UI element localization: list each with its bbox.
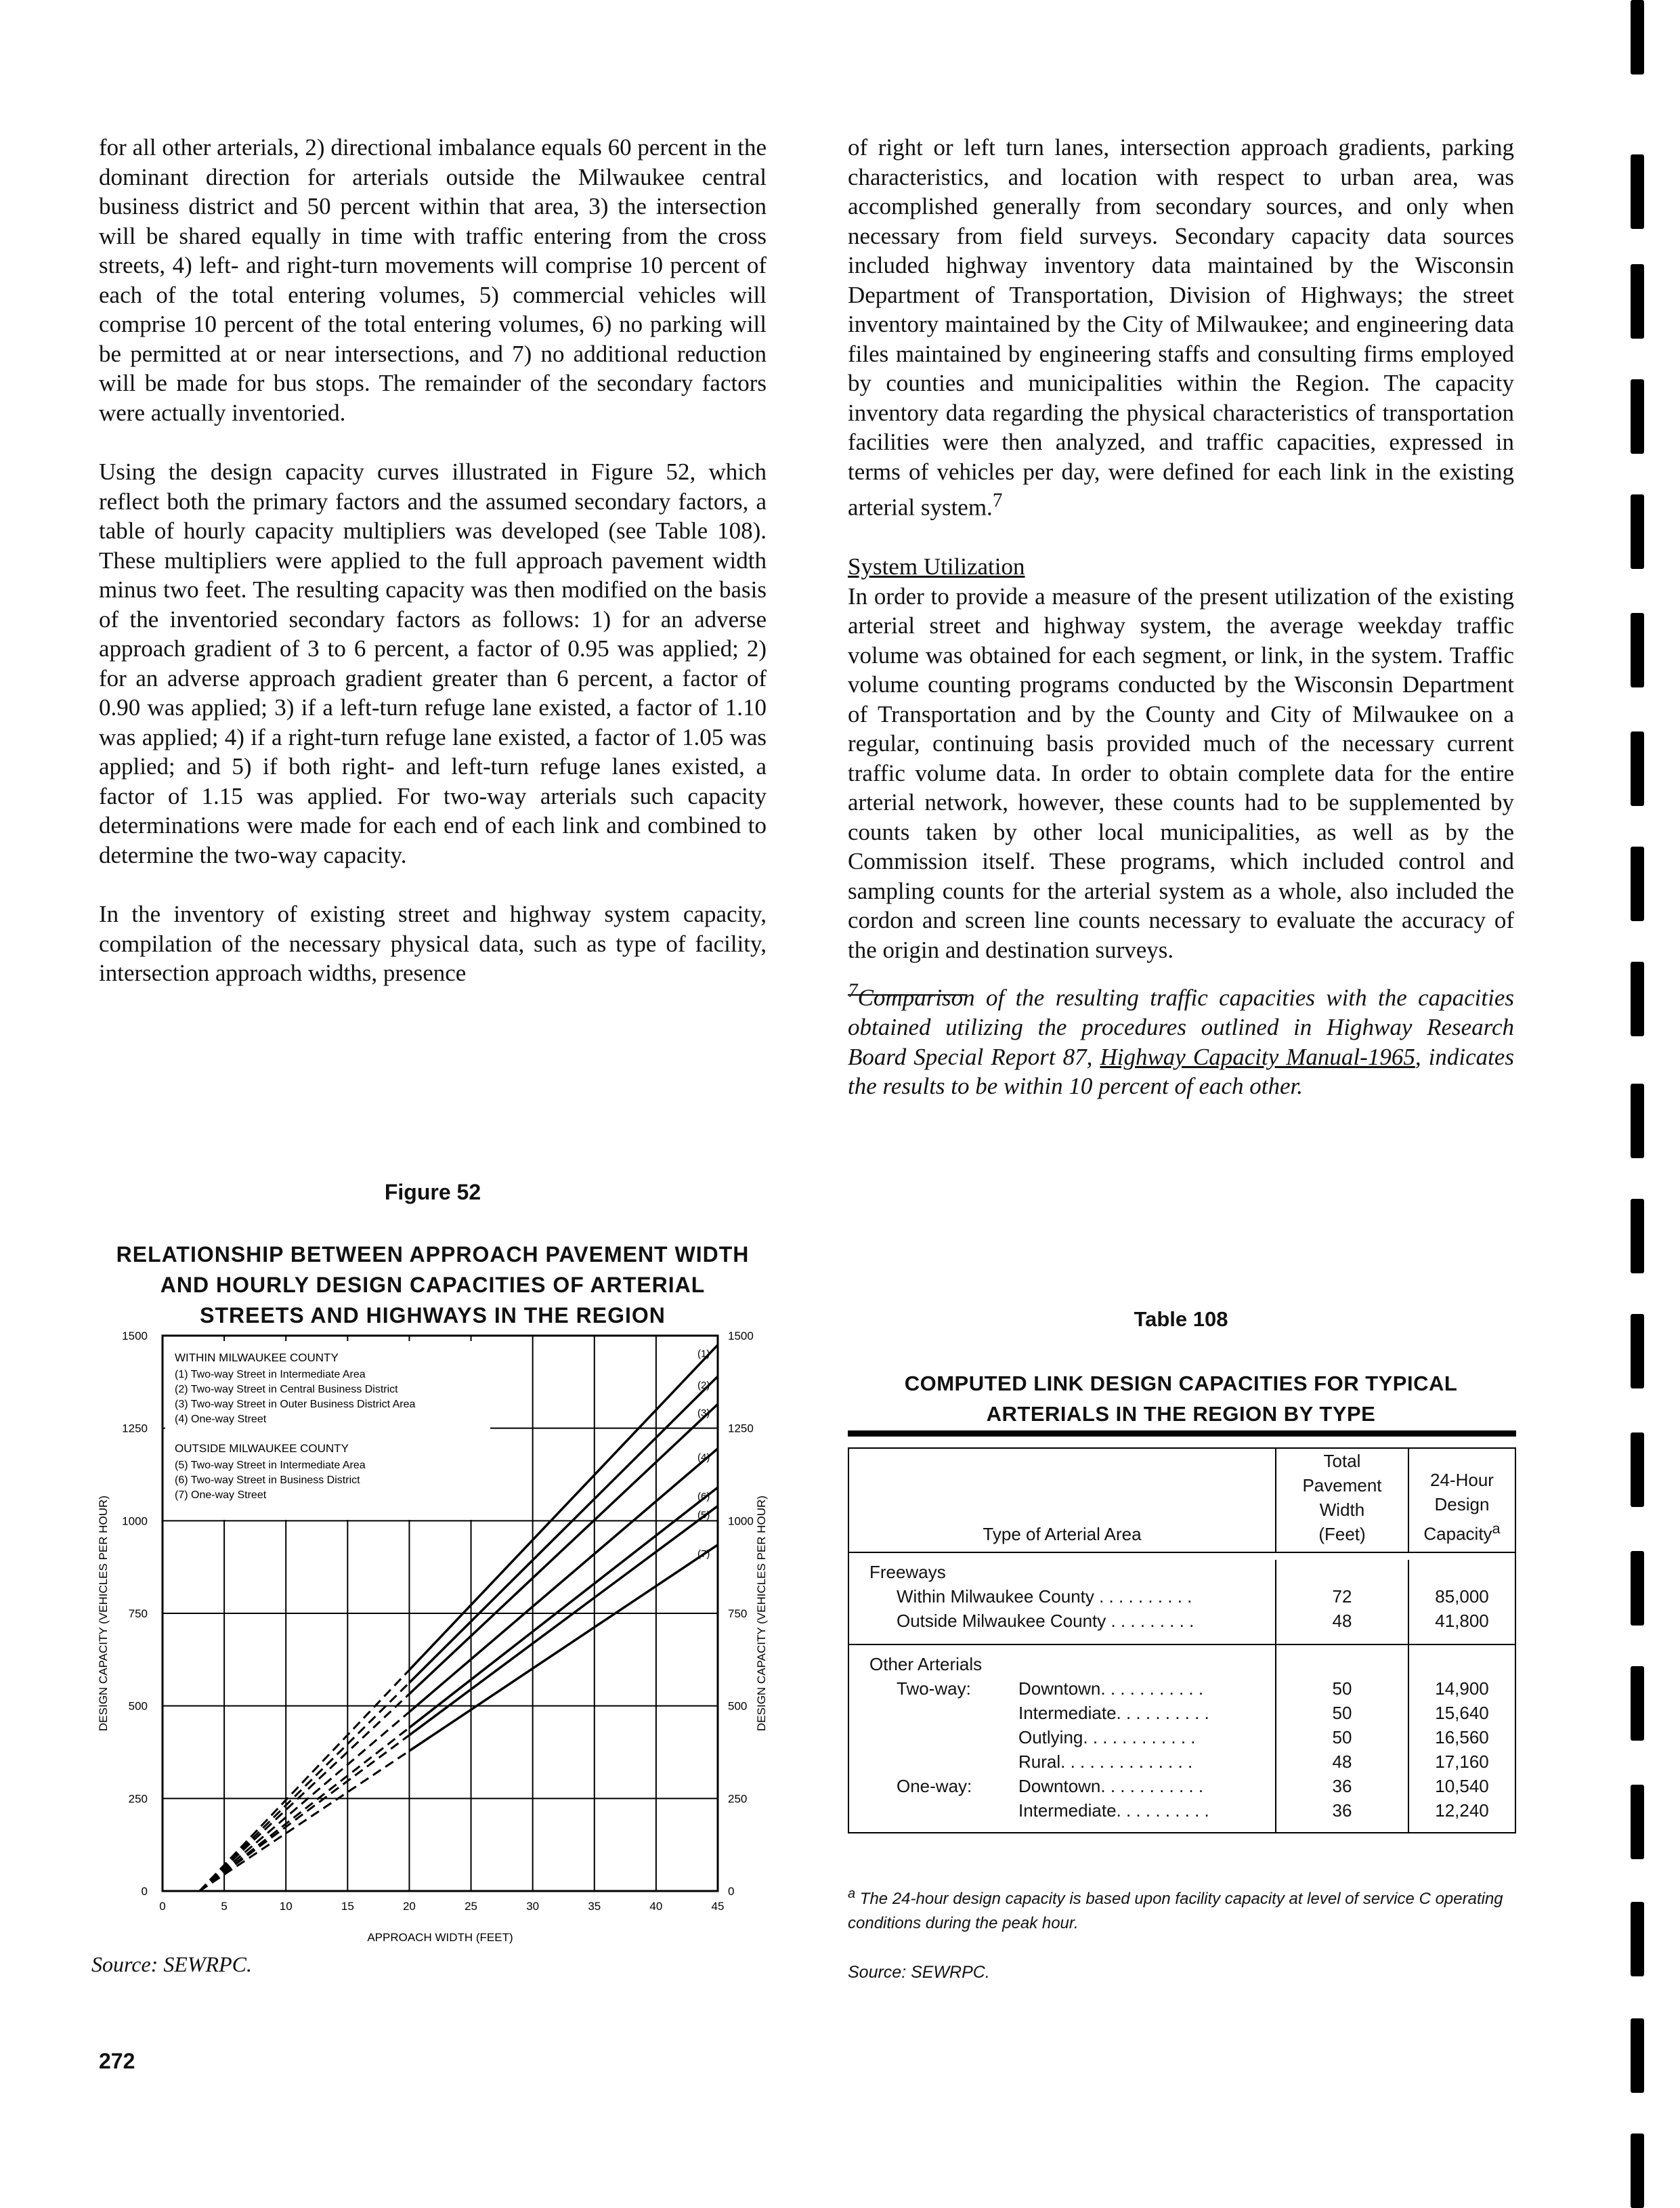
x-tick-label: 25 — [465, 1900, 478, 1913]
right-text-column — [848, 133, 1514, 1101]
registration-mark — [1631, 2133, 1644, 2208]
x-tick-label: 30 — [526, 1900, 540, 1913]
capacity-chart — [95, 1328, 772, 1957]
series-label: (5) — [697, 1509, 710, 1521]
row-capacity: 85,000 — [1408, 1584, 1515, 1609]
row-width: 36 — [1276, 1774, 1408, 1798]
row-capacity: 12,240 — [1408, 1798, 1515, 1823]
table-footnote: $^a$ The 24-hour design capacity is based upon facility capacity at level of service C operating conditions during the peak hour. — [848, 1886, 1503, 1932]
col-header-width: Total Pavement Width (Feet) — [1276, 1448, 1408, 1552]
footnote-ref: 7 — [992, 490, 1003, 511]
registration-mark — [1631, 1432, 1644, 1507]
table-row — [848, 1701, 1515, 1725]
figure-title: RELATIONSHIP BETWEEN APPROACH PAVEMENT WIDTH AND HOURLY DESIGN CAPACITIES OF ARTERIAL STREETS AND HIGHWAYS IN THE REGION — [116, 1242, 750, 1328]
legend-entry: (1) Two-way Street in Intermediate Area — [175, 1369, 366, 1380]
series-label: (2) — [697, 1380, 710, 1392]
row-direction: One-way: — [897, 1776, 972, 1796]
legend-entry: (6) Two-way Street in Business District — [175, 1474, 360, 1486]
registration-mark — [1631, 847, 1644, 921]
series-line — [409, 1487, 718, 1728]
row-label: Within Milwaukee County . . . . . . . . . . — [897, 1586, 1192, 1607]
y-tick-label-left: 750 — [128, 1607, 148, 1620]
y-tick-label-right: 750 — [728, 1607, 748, 1620]
paragraph: In the inventory of existing street and highway system capacity, compilation of the necessary physical data, such as type of facility, intersection approach widths, presence — [99, 901, 767, 986]
legend-entry: (2) Two-way Street in Central Business District — [175, 1384, 398, 1395]
row-label: Intermediate . . . . . . . . . . — [848, 1798, 1276, 1823]
series-line-dashed — [200, 1728, 410, 1891]
group-label: Freeways — [869, 1562, 946, 1582]
registration-mark — [1631, 264, 1644, 339]
y-axis-label-left: DESIGN CAPACITY (VEHICLES PER HOUR) — [97, 1495, 110, 1731]
x-tick-label: 15 — [341, 1900, 354, 1913]
series-label: (4) — [697, 1451, 710, 1464]
registration-mark — [1631, 731, 1644, 806]
section-heading: System Utilization — [848, 553, 1025, 580]
series-line-dashed — [200, 1682, 410, 1891]
table-row — [848, 1584, 1515, 1609]
y-tick-label-right: 0 — [728, 1885, 735, 1898]
series-label: (6) — [697, 1491, 710, 1503]
legend-entry: (3) Two-way Street in Outer Business District Area — [175, 1399, 416, 1410]
registration-mark — [1631, 1314, 1644, 1388]
y-tick-label-left: 0 — [141, 1885, 148, 1898]
series-line-dashed — [200, 1751, 410, 1891]
col-header-type: Type of Arterial Area — [983, 1524, 1142, 1544]
x-tick-label: 35 — [588, 1900, 601, 1913]
series-line-dashed — [200, 1670, 410, 1891]
registration-mark — [1631, 1084, 1644, 1158]
registration-mark — [1631, 1551, 1644, 1626]
row-width: 50 — [1276, 1701, 1408, 1725]
row-direction: Two-way: — [897, 1678, 971, 1699]
legend-outside-title: OUTSIDE MILWAUKEE COUNTY — [175, 1442, 349, 1455]
figure-number: Figure 52 — [384, 1180, 481, 1204]
row-width: 48 — [1276, 1749, 1408, 1774]
paragraph: Using the design capacity curves illustrated in Figure 52, which reflect both the primary factors and the assumed secondary factors, a table of hourly capacity multipliers was developed (see Table 108). These multipliers were applied to the full approach pavement width minus two feet. The resulting capacity was then modified on the basis of the inventoried secondary factors as follows: 1) for an adverse approach gradient of 3 to 6 percent, a factor of 0.95 was applied; 2) for an adverse approach gradient greater than 6 percent, a factor of 0.90 was applied; 3) if a left-turn refuge lane existed, a factor of 1.10 was applied; 4) if a right-turn refuge lane existed, a factor of 1.05 was applied; and 5) if both right- and left-turn refuge lanes existed, a factor of 1.15 was applied. For two-way arterials such capacity determinations were made for each end of each link and combined to determine the two-way capacity. — [99, 459, 767, 868]
row-capacity: 10,540 — [1408, 1774, 1515, 1798]
row-label: One-way: Downtown . . . . . . . . . . . — [848, 1774, 1276, 1798]
legend-entry: (5) Two-way Street in Intermediate Area — [175, 1460, 366, 1471]
row-width: 48 — [1276, 1609, 1408, 1633]
table-row — [848, 1725, 1515, 1749]
table-row — [848, 1676, 1515, 1701]
group-label: Other Arterials — [869, 1654, 983, 1674]
row-label: Outside Milwaukee County . . . . . . . . . — [897, 1611, 1194, 1631]
registration-mark — [1631, 613, 1644, 687]
row-label: Two-way: Downtown . . . . . . . . . . . — [848, 1676, 1276, 1701]
x-axis-label: APPROACH WIDTH (FEET) — [367, 1931, 513, 1944]
registration-mark — [1631, 1199, 1644, 1273]
capacity-table — [848, 1430, 1516, 1833]
table-number: Table 108 — [1134, 1307, 1228, 1331]
x-tick-label: 0 — [159, 1900, 166, 1913]
row-direction — [849, 1701, 1018, 1725]
x-tick-label: 40 — [649, 1900, 663, 1913]
x-tick-label: 5 — [221, 1900, 228, 1913]
registration-mark — [1631, 494, 1644, 569]
col-header-capacity: 24-Hour Design Capacity$^a$ — [1408, 1448, 1515, 1552]
series-label: (3) — [697, 1407, 710, 1420]
row-direction — [849, 1798, 1018, 1823]
registration-mark — [1631, 0, 1644, 75]
series-line-dashed — [200, 1694, 410, 1891]
y-tick-label-left: 500 — [128, 1699, 148, 1713]
row-capacity: 17,160 — [1408, 1749, 1515, 1774]
row-capacity: 14,900 — [1408, 1676, 1515, 1701]
table-source: Source: SEWRPC. — [848, 1963, 990, 1982]
table-title: COMPUTED LINK DESIGN CAPACITIES FOR TYPICAL ARTERIALS IN THE REGION BY TYPE — [904, 1372, 1458, 1426]
y-tick-label-left: 1000 — [122, 1514, 148, 1528]
registration-mark — [1631, 1902, 1644, 1976]
y-tick-label-right: 500 — [728, 1699, 748, 1713]
footnote-text: $^7$Comparison of the resulting traffic capacities with the capacities obtained utilizing the procedures outlined in Highway Research Board Special Report 87, Highway Capacity Manual-1965, indicates the results to be within 10 percent of each other. — [848, 980, 1514, 1100]
row-capacity: 16,560 — [1408, 1725, 1515, 1749]
y-tick-label-left: 250 — [128, 1792, 148, 1806]
y-tick-label-left: 1500 — [122, 1330, 148, 1342]
paragraph: of right or left turn lanes, intersection approach gradients, parking characteristics, and location with respect to urban area, was accomplished generally from secondary sources, and only when necessary from field surveys. Secondary capacity data sources included highway inventory data maintained by the Wisconsin Department of Transportation, Division of Highways; the street inventory maintained by the City of Milwaukee; and engineering data files maintained by engineering staffs and consulting firms employed by counties and municipalities within the Region. The capacity inventory data regarding the physical characteristics of transportation facilities were then analyzed, and traffic capacities, expressed in terms of vehicles per day, were defined for each link in the existing arterial system.$^7$ — [848, 134, 1514, 521]
row-label: Intermediate . . . . . . . . . . — [848, 1701, 1276, 1725]
table-row — [848, 1609, 1515, 1633]
legend-entry: (4) One-way Street — [175, 1414, 267, 1425]
figure-source: Source: SEWRPC. — [91, 1952, 252, 1976]
row-label: Outlying . . . . . . . . . . . . — [848, 1725, 1276, 1749]
registration-mark — [1631, 2018, 1644, 2093]
table-row — [848, 1774, 1515, 1798]
legend-within-title: WITHIN MILWAUKEE COUNTY — [175, 1351, 339, 1364]
page-number: 272 — [99, 2049, 135, 2073]
row-width: 72 — [1276, 1584, 1408, 1609]
registration-mark — [1631, 1785, 1644, 1859]
row-label: Rural . . . . . . . . . . . . . . — [848, 1749, 1276, 1774]
registration-marks — [1631, 0, 1651, 2192]
series-line — [409, 1545, 718, 1751]
left-text-column — [99, 133, 767, 1018]
row-direction — [849, 1725, 1018, 1749]
row-width: 50 — [1276, 1725, 1408, 1749]
registration-mark — [1631, 379, 1644, 454]
x-tick-label: 20 — [402, 1900, 416, 1913]
series-label: (1) — [697, 1348, 710, 1360]
table-top-rule — [848, 1430, 1516, 1437]
x-tick-label: 10 — [279, 1900, 293, 1913]
y-tick-label-right: 1000 — [728, 1514, 754, 1528]
registration-mark — [1631, 962, 1644, 1036]
paragraph: for all other arterials, 2) directional imbalance equals 60 percent in the dominant direction for arterials outside the Milwaukee central business district and 50 percent within that area, 3) the intersection will be shared equally in time with traffic entering from the cross streets, 4) left- and right-turn movements will comprise 10 percent of each of the total entering volumes, 5) commercial vehicles will comprise 10 percent of the total entering volumes, 6) no parking will be permitted at or near intersections, and 7) no additional reduction will be made for bus stops. The remainder of the secondary factors were actually inventoried. — [99, 134, 767, 426]
legend-entry: (7) One-way Street — [175, 1489, 267, 1501]
row-capacity: 41,800 — [1408, 1609, 1515, 1633]
registration-mark — [1631, 1666, 1644, 1741]
series-labels — [697, 1349, 710, 1560]
table-row — [848, 1798, 1515, 1823]
row-capacity: 15,640 — [1408, 1701, 1515, 1725]
y-tick-label-right: 250 — [728, 1792, 748, 1806]
series-line-dashed — [200, 1712, 410, 1891]
table-row — [848, 1749, 1515, 1774]
registration-mark — [1631, 154, 1644, 229]
row-direction — [849, 1749, 1018, 1774]
y-tick-label-right: 1250 — [728, 1422, 754, 1435]
y-tick-label-left: 1250 — [122, 1422, 148, 1435]
y-tick-label-right: 1500 — [728, 1330, 754, 1342]
paragraph: In order to provide a measure of the present utilization of the existing arterial street and highway system, the average weekday traffic volume was obtained for each segment, or link, in the system. Traffic volume counting programs conducted by the Wisconsin Department of Transportation and by the County and City of Milwaukee on a regular, continuing basis provided much of the necessary current traffic volume data. In order to obtain complete data for the entire arterial network, however, these counts had to be supplemented by counts taken by other local municipalities, as well as by the Commission itself. These programs, which included control and sampling counts for the arterial system as a whole, also included the cordon and screen line counts necessary to evaluate the accuracy of the origin and destination surveys. — [848, 582, 1514, 963]
row-width: 50 — [1276, 1676, 1408, 1701]
y-axis-label-right: DESIGN CAPACITY (VEHICLES PER HOUR) — [755, 1495, 768, 1731]
row-width: 36 — [1276, 1798, 1408, 1823]
x-tick-label: 45 — [711, 1900, 725, 1913]
series-label: (7) — [697, 1548, 710, 1560]
